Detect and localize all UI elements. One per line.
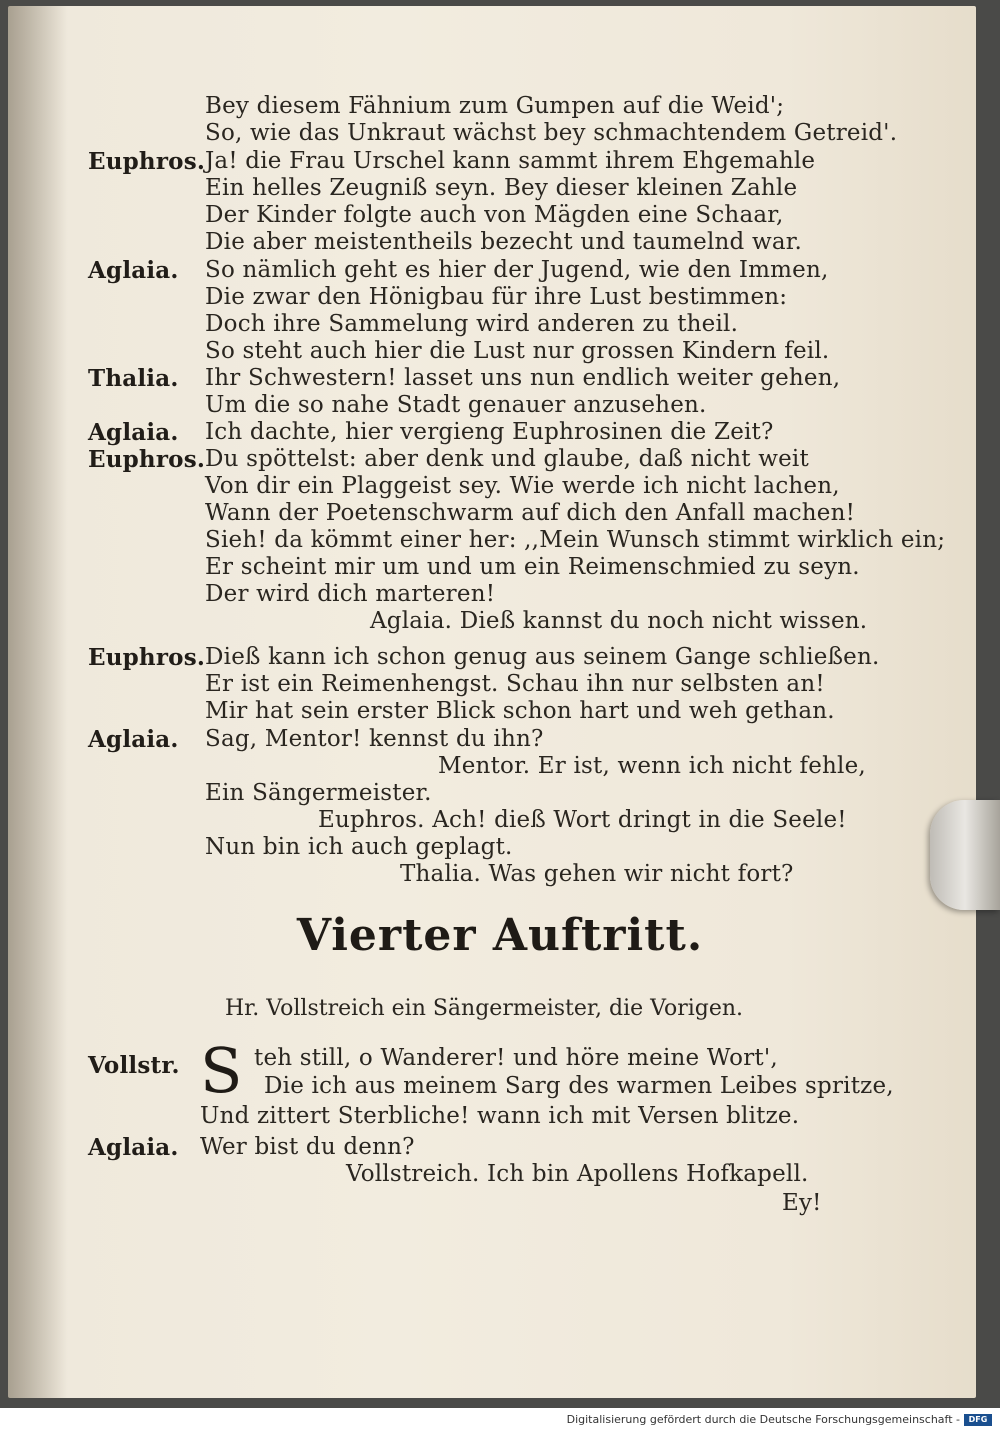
verse-line: Aglaia. Dieß kannst du noch nicht wissen. [370, 608, 868, 634]
verse-line: Ein Sängermeister. [205, 780, 432, 806]
verse-line: Ich dachte, hier vergieng Euphrosinen die Zeit? [205, 419, 774, 445]
verse-line: Und zittert Sterbliche! wann ich mit Versen blitze. [200, 1103, 800, 1129]
speaker-label: Vollstr. [88, 1052, 180, 1079]
catchword: Ey! [782, 1190, 822, 1216]
verse-line: Der wird dich marteren! [205, 581, 496, 607]
footer-credit: Digitalisierung gefördert durch die Deutsche Forschungsgemeinschaft - [566, 1413, 960, 1426]
dfg-logo: DFG [964, 1414, 992, 1426]
digitization-footer [0, 1408, 1000, 1432]
page-gutter-shadow [8, 6, 68, 1398]
speaker-label: Aglaia. [88, 257, 179, 284]
verse-line: Euphros. Ach! dieß Wort dringt in die Seele! [318, 807, 847, 833]
verse-line: Mentor. Er ist, wenn ich nicht fehle, [438, 753, 866, 779]
speaker-label: Euphros. [88, 644, 206, 671]
verse-line: Der Kinder folgte auch von Mägden eine Schaar, [205, 202, 784, 228]
speaker-label: Aglaia. [88, 419, 179, 446]
verse-line: Die ich aus meinem Sarg des warmen Leibes spritze, [264, 1073, 894, 1099]
verse-line: Ja! die Frau Urschel kann sammt ihrem Ehgemahle [205, 148, 816, 174]
verse-line: Ein helles Zeugniß seyn. Bey dieser kleinen Zahle [205, 175, 798, 201]
verse-line: Nun bin ich auch geplagt. [205, 834, 513, 860]
verse-line: teh still, o Wanderer! und höre meine Wort', [254, 1045, 778, 1071]
verse-line: Wann der Poetenschwarm auf dich den Anfall machen! [205, 500, 856, 526]
verse-line: Wer bist du denn? [200, 1134, 415, 1160]
drop-capital: S [200, 1034, 243, 1107]
verse-line: Doch ihre Sammelung wird anderen zu theil. [205, 311, 739, 337]
verse-line: So steht auch hier die Lust nur grossen Kindern feil. [205, 338, 830, 364]
verse-line: So, wie das Unkraut wächst bey schmachtendem Getreid'. [205, 120, 898, 146]
verse-line: Ihr Schwestern! lasset uns nun endlich weiter gehen, [205, 365, 841, 391]
speaker-label: Euphros. [88, 148, 206, 175]
cast-list: Hr. Vollstreich ein Sängermeister, die Vorigen. [225, 996, 744, 1021]
verse-line: Um die so nahe Stadt genauer anzusehen. [205, 392, 707, 418]
speaker-label: Aglaia. [88, 1134, 179, 1161]
verse-line: Die zwar den Hönigbau für ihre Lust bestimmen: [205, 284, 788, 310]
verse-line: Vollstreich. Ich bin Apollens Hofkapell. [346, 1161, 809, 1187]
verse-line: Mir hat sein erster Blick schon hart und weh gethan. [205, 698, 835, 724]
verse-line: Du spöttelst: aber denk und glaube, daß nicht weit [205, 446, 809, 472]
speaker-label: Euphros. [88, 446, 206, 473]
verse-line: Sag, Mentor! kennst du ihn? [205, 726, 544, 752]
verse-line: Dieß kann ich schon genug aus seinem Gange schließen. [205, 644, 880, 670]
scene-heading: Vierter Auftritt. [296, 910, 704, 961]
page-clip [930, 800, 1000, 910]
verse-line: Er ist ein Reimenhengst. Schau ihn nur selbsten an! [205, 671, 825, 697]
verse-line: Von dir ein Plaggeist sey. Wie werde ich nicht lachen, [205, 473, 840, 499]
verse-line: Die aber meistentheils bezecht und taumelnd war. [205, 229, 802, 255]
verse-line: So nämlich geht es hier der Jugend, wie den Immen, [205, 257, 829, 283]
verse-line: Sieh! da kömmt einer her: ,,Mein Wunsch stimmt wirklich ein; [205, 527, 946, 553]
speaker-label: Thalia. [88, 365, 179, 392]
verse-line: Bey diesem Fähnium zum Gumpen auf die Weid'; [205, 93, 785, 119]
speaker-label: Aglaia. [88, 726, 179, 753]
verse-line: Er scheint mir um und um ein Reimenschmied zu seyn. [205, 554, 860, 580]
verse-line: Thalia. Was gehen wir nicht fort? [400, 861, 794, 887]
